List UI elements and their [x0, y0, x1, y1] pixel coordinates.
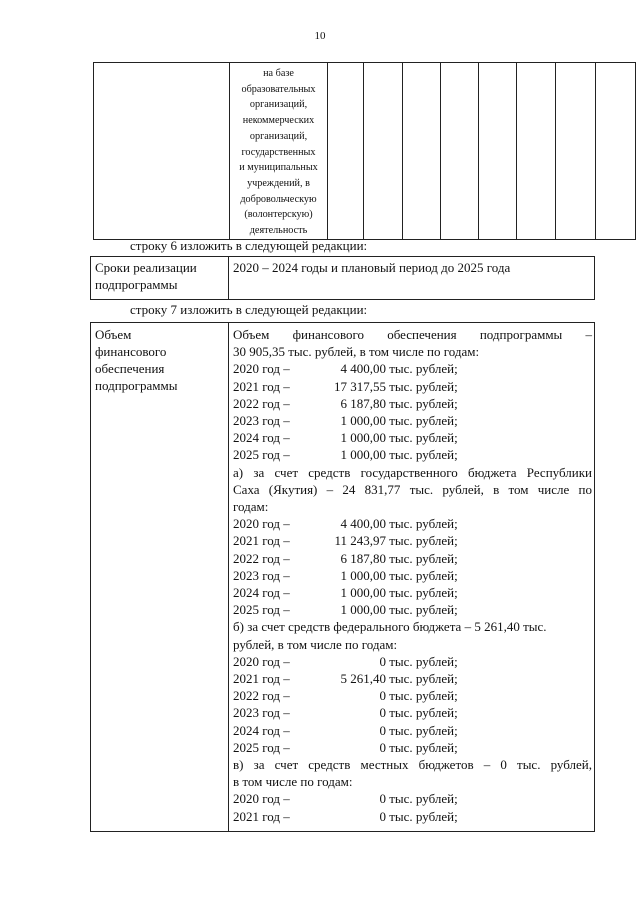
amount-value: 1 000,00 [340, 602, 386, 618]
amount-value: 6 187,80 [340, 395, 386, 411]
year-label: 2020 год – [233, 516, 290, 532]
unit-label: тыс. рублей; [389, 447, 458, 463]
row-label-line: подпрограммы [95, 276, 178, 292]
unit-label: тыс. рублей; [389, 413, 458, 429]
year-amount-line [233, 446, 592, 463]
event-description-line: образовательных [241, 83, 316, 95]
year-amount-line [233, 601, 592, 618]
empty-cell [596, 63, 636, 240]
instruction-row-7: строку 7 изложить в следующей редакции: [130, 302, 368, 317]
empty-cell [556, 63, 596, 240]
year-amount-line [233, 378, 592, 395]
amount-value: 0 [379, 739, 386, 755]
amount-value: 1 000,00 [340, 430, 386, 446]
event-description-line: государственных [241, 146, 316, 158]
republic-budget-years-list [233, 515, 592, 618]
table-row [91, 257, 595, 300]
year-label: 2022 год – [233, 550, 290, 566]
amount-value: 11 243,97 [334, 533, 386, 549]
unit-label: тыс. рублей; [389, 361, 458, 377]
unit-label: тыс. рублей; [389, 430, 458, 446]
unit-label: тыс. рублей; [389, 653, 458, 669]
event-description-line: организаций, [249, 99, 308, 111]
row-label-line: обеспечения [95, 361, 165, 376]
year-label: 2023 год – [233, 567, 290, 583]
event-description-line: добровольческую [240, 193, 317, 205]
year-amount-line [233, 550, 592, 567]
year-label: 2021 год – [233, 671, 290, 687]
republic-budget-line: Саха (Якутия) – 24 831,77 тыс. рублей, в том числе по [233, 481, 592, 497]
amount-value: 0 [379, 791, 386, 807]
unit-label: тыс. рублей; [389, 516, 458, 532]
amount-value: 17 317,55 [334, 378, 386, 394]
amount-value: 0 [379, 808, 386, 824]
event-description-line: на базе [263, 68, 294, 79]
unit-label: тыс. рублей; [389, 671, 458, 687]
continuation-table [93, 62, 636, 240]
event-description-cell [230, 63, 328, 240]
empty-cell [94, 63, 230, 240]
event-description-line: организаций, [249, 130, 308, 142]
financing-table [90, 322, 595, 832]
page-number: 10 [314, 30, 326, 42]
year-label: 2022 год – [233, 395, 290, 411]
year-amount-line [233, 704, 592, 721]
row-label-line: Объем [95, 327, 132, 342]
federal-budget-line: рублей, в том числе по годам: [233, 636, 398, 652]
year-label: 2020 год – [233, 653, 290, 669]
empty-cell [364, 63, 403, 240]
federal-budget-line: б) за счет средств федерального бюджета – 5 261,40 тыс. [233, 619, 547, 635]
unit-label: тыс. рублей; [389, 585, 458, 601]
local-budget-years-list [233, 790, 592, 824]
empty-cell [403, 63, 441, 240]
year-amount-line [233, 532, 592, 549]
year-label: 2024 год – [233, 585, 290, 601]
event-description-text [230, 63, 327, 239]
local-budget-line: в) за счет средств местных бюджетов – 0 тыс. рублей, [233, 757, 592, 773]
year-amount-line [233, 395, 592, 412]
empty-cell [441, 63, 479, 240]
republic-budget-line: а) за счет средств государственного бюджета Республики [233, 464, 592, 480]
amount-value: 1 000,00 [340, 567, 386, 583]
unit-label: тыс. рублей; [389, 395, 458, 411]
row-value-cell [229, 257, 595, 300]
year-label: 2024 год – [233, 430, 290, 446]
unit-label: тыс. рублей; [389, 688, 458, 704]
amount-value: 4 400,00 [340, 361, 386, 377]
total-financing-line: 30 905,35 тыс. рублей, в том числе по годам: [233, 344, 480, 360]
unit-label: тыс. рублей; [389, 705, 458, 721]
amount-value: 0 [379, 722, 386, 738]
year-amount-line [233, 584, 592, 601]
amount-value: 1 000,00 [340, 447, 386, 463]
amount-value: 0 [379, 705, 386, 721]
row-label-cell [91, 257, 229, 300]
year-label: 2025 год – [233, 602, 290, 618]
year-label: 2023 год – [233, 705, 290, 721]
unit-label: тыс. рублей; [389, 378, 458, 394]
event-description-line: деятельность [249, 225, 308, 237]
unit-label: тыс. рублей; [389, 533, 458, 549]
year-amount-line [233, 567, 592, 584]
republic-budget-line: годам: [233, 499, 269, 515]
event-description-line: (волонтерскую) [244, 209, 313, 221]
year-label: 2021 год – [233, 533, 290, 549]
unit-label: тыс. рублей; [389, 791, 458, 807]
year-amount-line [233, 687, 592, 704]
implementation-period-table [90, 256, 595, 300]
table-row [94, 63, 636, 240]
total-financing-line: Объем финансового обеспечения подпрограммы – [233, 327, 592, 342]
year-amount-line [233, 722, 592, 739]
amount-value: 0 [379, 653, 386, 669]
unit-label: тыс. рублей; [389, 808, 458, 824]
row-label-line: Сроки реализации [95, 260, 197, 275]
empty-cell [517, 63, 556, 240]
year-label: 2023 год – [233, 413, 290, 429]
amount-value: 1 000,00 [340, 413, 386, 429]
instruction-row-6: строку 6 изложить в следующей редакции: [130, 238, 368, 253]
event-description-line: некоммерческих [242, 115, 315, 127]
amount-value: 1 000,00 [340, 585, 386, 601]
year-amount-line [233, 412, 592, 429]
year-label: 2020 год – [233, 791, 290, 807]
year-label: 2025 год – [233, 447, 290, 463]
implementation-period-value: 2020 – 2024 годы и плановый период до 2025 года [233, 260, 511, 275]
unit-label: тыс. рублей; [389, 602, 458, 618]
year-amount-line [233, 653, 592, 670]
year-amount-line [233, 670, 592, 687]
event-description-line: учреждений, в [247, 177, 310, 189]
amount-value: 0 [379, 688, 386, 704]
year-label: 2025 год – [233, 739, 290, 755]
amount-value: 5 261,40 [340, 671, 386, 687]
empty-cell [328, 63, 364, 240]
year-label: 2021 год – [233, 378, 290, 394]
amount-value: 4 400,00 [340, 516, 386, 532]
year-amount-line [233, 429, 592, 446]
row-label-line: финансового [95, 344, 167, 359]
row-label-line: подпрограммы [95, 378, 178, 393]
empty-cell [479, 63, 517, 240]
total-years-list [233, 360, 592, 463]
amount-value: 6 187,80 [340, 550, 386, 566]
federal-budget-years-list [233, 653, 592, 756]
year-amount-line [233, 808, 592, 825]
unit-label: тыс. рублей; [389, 739, 458, 755]
year-label: 2024 год – [233, 722, 290, 738]
unit-label: тыс. рублей; [389, 567, 458, 583]
row-label-cell [91, 323, 229, 832]
year-amount-line [233, 360, 592, 377]
year-amount-line [233, 515, 592, 532]
year-label: 2021 год – [233, 808, 290, 824]
event-description-line: и муниципальных [239, 162, 318, 174]
year-amount-line [233, 739, 592, 756]
table-row [91, 323, 595, 832]
year-amount-line [233, 790, 592, 807]
year-label: 2022 год – [233, 688, 290, 704]
unit-label: тыс. рублей; [389, 722, 458, 738]
year-label: 2020 год – [233, 361, 290, 377]
local-budget-line: в том числе по годам: [233, 774, 353, 790]
unit-label: тыс. рублей; [389, 550, 458, 566]
financing-details-cell [229, 323, 595, 832]
